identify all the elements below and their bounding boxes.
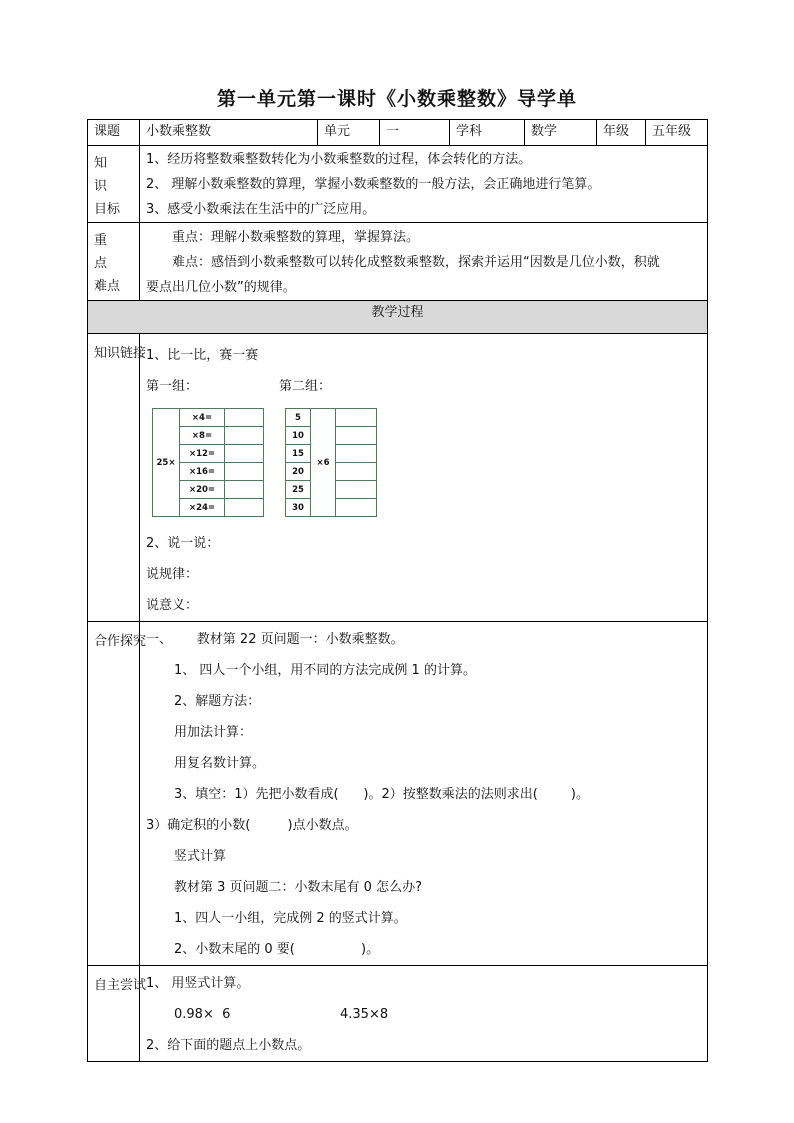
keypoints-label-1: 重 点 — [94, 233, 112, 271]
group2-num: 10 — [286, 427, 311, 445]
page-title: 第一单元第一课时《小数乘整数》导学单 — [216, 88, 577, 110]
coop-line-2: 1、 四人一个小组，用不同的方法完成例 1 的计算。 — [174, 663, 476, 678]
link-row — [88, 334, 708, 622]
answer-box[interactable] — [225, 445, 264, 463]
goal-item-1: 1、经历将整数乘整数转化为小数乘整数的过程，体会转化的方法。 — [146, 152, 532, 167]
coop-line-8: 竖式计算 — [174, 849, 227, 864]
group2-label: 第二组： — [279, 379, 332, 394]
coop-line-5: 用复名数计算。 — [174, 756, 266, 771]
coop-line-4: 用加法计算： — [174, 725, 253, 740]
answer-box[interactable] — [225, 427, 264, 445]
self-exprs — [146, 999, 701, 1030]
coop-content — [140, 622, 708, 966]
study-sheet-table — [87, 119, 708, 1062]
answer-box[interactable] — [336, 445, 377, 463]
goals-label-cell — [88, 146, 140, 223]
answer-box[interactable] — [336, 481, 377, 499]
coop-line-11: 2、小数末尾的 0 要( )。 — [174, 942, 380, 957]
link-meaning: 说意义： — [146, 598, 199, 613]
coop-label-cell — [88, 622, 147, 966]
expr-1: 0.98× 6 — [174, 1007, 231, 1022]
answer-box[interactable] — [336, 409, 377, 427]
coop-row — [88, 622, 708, 966]
link-content — [140, 334, 708, 622]
grade-label: 年级 — [597, 120, 646, 146]
goals-label-2: 目标 — [94, 202, 121, 217]
self-label: 自主尝试 — [94, 978, 147, 993]
group1-op: ×12= — [180, 445, 225, 463]
coop-line-3: 2、解题方法： — [174, 694, 261, 709]
group2-num: 20 — [286, 463, 311, 481]
group2-num: 30 — [286, 499, 311, 517]
self-label-cell — [88, 966, 147, 1062]
process-header-row — [88, 301, 708, 334]
coop-line-1: 一、 教材第 22 页问题一：小数乘整数。 — [146, 632, 404, 647]
hard-point-line-2: 要点出几位小数”的规律。 — [146, 280, 296, 295]
keypoints-row — [88, 223, 708, 301]
header-row — [88, 120, 708, 146]
answer-box[interactable] — [336, 499, 377, 517]
group1-op: ×4= — [180, 409, 225, 427]
coop-line-9: 教材第 3 页问题二：小数末尾有 0 怎么办? — [174, 880, 422, 895]
group1-op: ×20= — [180, 481, 225, 499]
group2-num: 25 — [286, 481, 311, 499]
link-q2: 2、说一说： — [146, 536, 220, 551]
answer-box[interactable] — [225, 499, 264, 517]
group1-left: 25× — [153, 409, 180, 517]
process-header: 教学过程 — [88, 301, 708, 334]
unit-label: 单元 — [318, 120, 380, 146]
coop-line-10: 1、四人一小组，完成例 2 的竖式计算。 — [174, 911, 407, 926]
hard-point-line-1: 难点：感悟到小数乘整数可以转化成整数乘整数，探索并运用“因数是几位小数，积就 — [172, 255, 660, 270]
goal-item-3: 3、感受小数乘法在生活中的广泛应用。 — [146, 202, 376, 217]
answer-box[interactable] — [225, 481, 264, 499]
group2-num: 15 — [286, 445, 311, 463]
keypoints-label-2: 难点 — [94, 279, 121, 294]
calc-grids — [146, 408, 701, 526]
group2-table — [285, 408, 377, 517]
link-label-cell — [88, 334, 147, 622]
key-point: 重点：理解小数乘整数的算理，掌握算法。 — [172, 230, 420, 245]
link-rule: 说规律： — [146, 567, 199, 582]
group1-op: ×16= — [180, 463, 225, 481]
group2-num: 5 — [286, 409, 311, 427]
coop-line-6: 3、填空：1）先把小数看成( )。2）按整数乘法的法则求出( )。 — [174, 787, 589, 802]
group-labels — [146, 371, 701, 402]
coop-line-7: 3）确定积的小数( )点小数点。 — [146, 818, 358, 833]
answer-box[interactable] — [225, 409, 264, 427]
answer-box[interactable] — [336, 427, 377, 445]
subject-label: 学科 — [450, 120, 525, 146]
group1-label: 第一组： — [146, 379, 199, 394]
expr-2: 4.35×8 — [340, 1007, 389, 1022]
unit-value: 一 — [380, 120, 450, 146]
answer-box[interactable] — [225, 463, 264, 481]
goals-label-1: 知 识 — [94, 156, 112, 194]
grade-value: 五年级 — [646, 120, 708, 146]
link-q1: 1、比一比，赛一赛 — [146, 348, 259, 363]
subject-value: 数学 — [525, 120, 597, 146]
topic-value: 小数乘整数 — [140, 120, 318, 146]
group2-op: ×6 — [311, 409, 336, 517]
self-row — [88, 966, 708, 1062]
self-q1: 1、 用竖式计算。 — [146, 976, 250, 991]
goals-row — [88, 146, 708, 223]
answer-box[interactable] — [336, 463, 377, 481]
self-q2: 2、给下面的题点上小数点。 — [146, 1038, 311, 1053]
group1-op: ×24= — [180, 499, 225, 517]
group1-table — [152, 408, 264, 517]
keypoints-label-cell — [88, 223, 140, 301]
link-label: 知识链接 — [94, 346, 147, 361]
coop-label: 合作探究 — [94, 634, 147, 649]
self-content — [140, 966, 708, 1062]
goal-item-2: 2、 理解小数乘整数的算理，掌握小数乘整数的一般方法，会正确地进行笔算。 — [146, 177, 601, 192]
group1-op: ×8= — [180, 427, 225, 445]
topic-label: 课题 — [88, 120, 140, 146]
